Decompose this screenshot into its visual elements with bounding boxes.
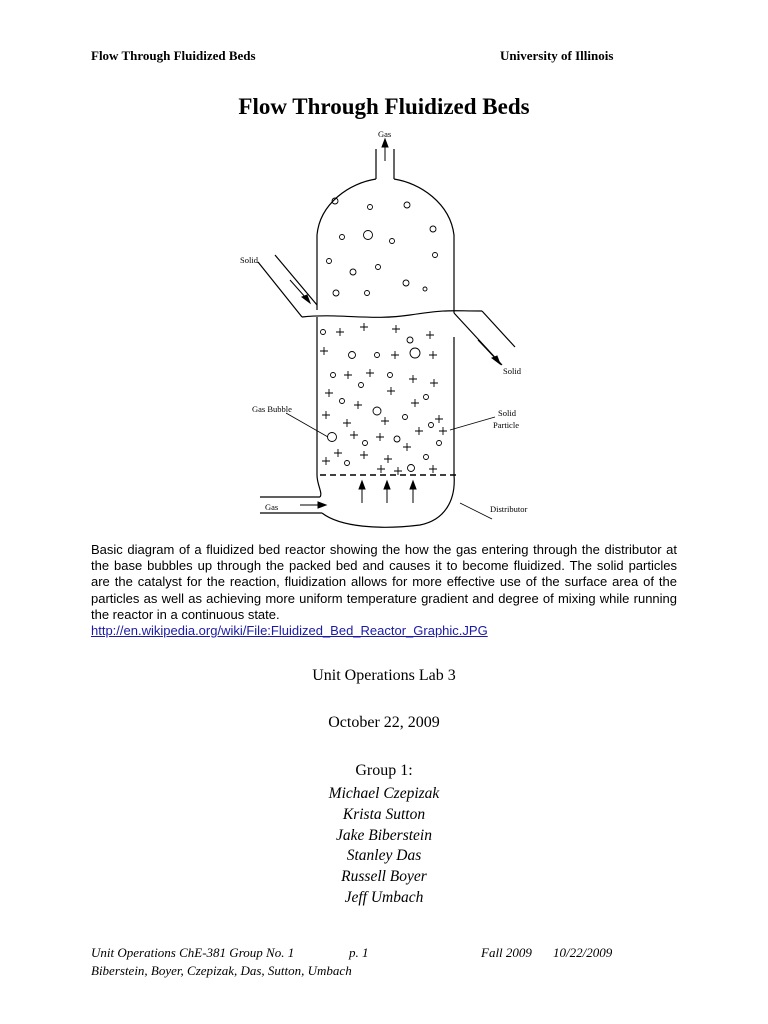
solid-outlet-pipe xyxy=(454,311,515,365)
member-name: Russell Boyer xyxy=(341,868,427,886)
label-gas-in: Gas xyxy=(265,502,279,512)
label-gas-bubble: Gas Bubble xyxy=(252,404,292,414)
label-gas-top: Gas xyxy=(378,129,392,139)
label-solid-in: Solid xyxy=(240,255,258,265)
group-members xyxy=(0,784,768,909)
reactor-bottom xyxy=(260,475,454,527)
lab-title: Unit Operations Lab 3 xyxy=(312,667,456,684)
document-title: Flow Through Fluidized Beds xyxy=(238,94,530,119)
member-name: Jeff Umbach xyxy=(344,888,424,906)
solid-inlet-pipe xyxy=(258,255,317,317)
page-footer xyxy=(91,944,612,980)
footer-term: Fall 2009 xyxy=(481,945,532,960)
group-title: Group 1: xyxy=(355,762,413,779)
caption-text: Basic diagram of a fluidized bed reactor showing the how the gas entering through the distributor at the base bubbles up through the packed bed and causes it to become fluidized. The solid particles are the catalyst for the reaction, fluidization allows for more effective use of the surface area of the particles as well as achieving more uniform temperature gradient and degree of mixing while running the reactor in a continuous state. xyxy=(91,542,677,622)
footer-course: Unit Operations ChE-381 Group No. 1 xyxy=(91,945,295,960)
footer-authors: Biberstein, Boyer, Czepizak, Das, Sutton, Umbach xyxy=(91,963,352,978)
member-name: Krista Sutton xyxy=(342,805,426,823)
member-name: Stanley Das xyxy=(346,847,422,865)
gas-bubbles xyxy=(321,198,442,472)
member-name: Jake Biberstein xyxy=(336,826,432,844)
reactor-lower-wall xyxy=(317,317,454,475)
source-link[interactable]: http://en.wikipedia.org/wiki/File:Fluidized_Bed_Reactor_Graphic.JPG xyxy=(91,623,488,639)
footer-page: p. 1 xyxy=(349,945,369,960)
label-solid-out: Solid xyxy=(503,366,521,376)
fluidized-bed-diagram xyxy=(220,125,550,530)
footer-date: 10/22/2009 xyxy=(553,945,613,960)
label-distributor: Distributor xyxy=(490,504,528,514)
label-solid-particle-1: Solid xyxy=(498,408,516,418)
figure-caption xyxy=(91,542,677,639)
report-date: October 22, 2009 xyxy=(328,714,440,731)
running-header-title: Flow Through Fluidized Beds xyxy=(91,48,256,63)
label-solid-particle-2: Particle xyxy=(493,420,519,430)
running-header-institution: University of Illinois xyxy=(500,48,614,63)
member-name: Michael Czepizak xyxy=(328,785,440,802)
